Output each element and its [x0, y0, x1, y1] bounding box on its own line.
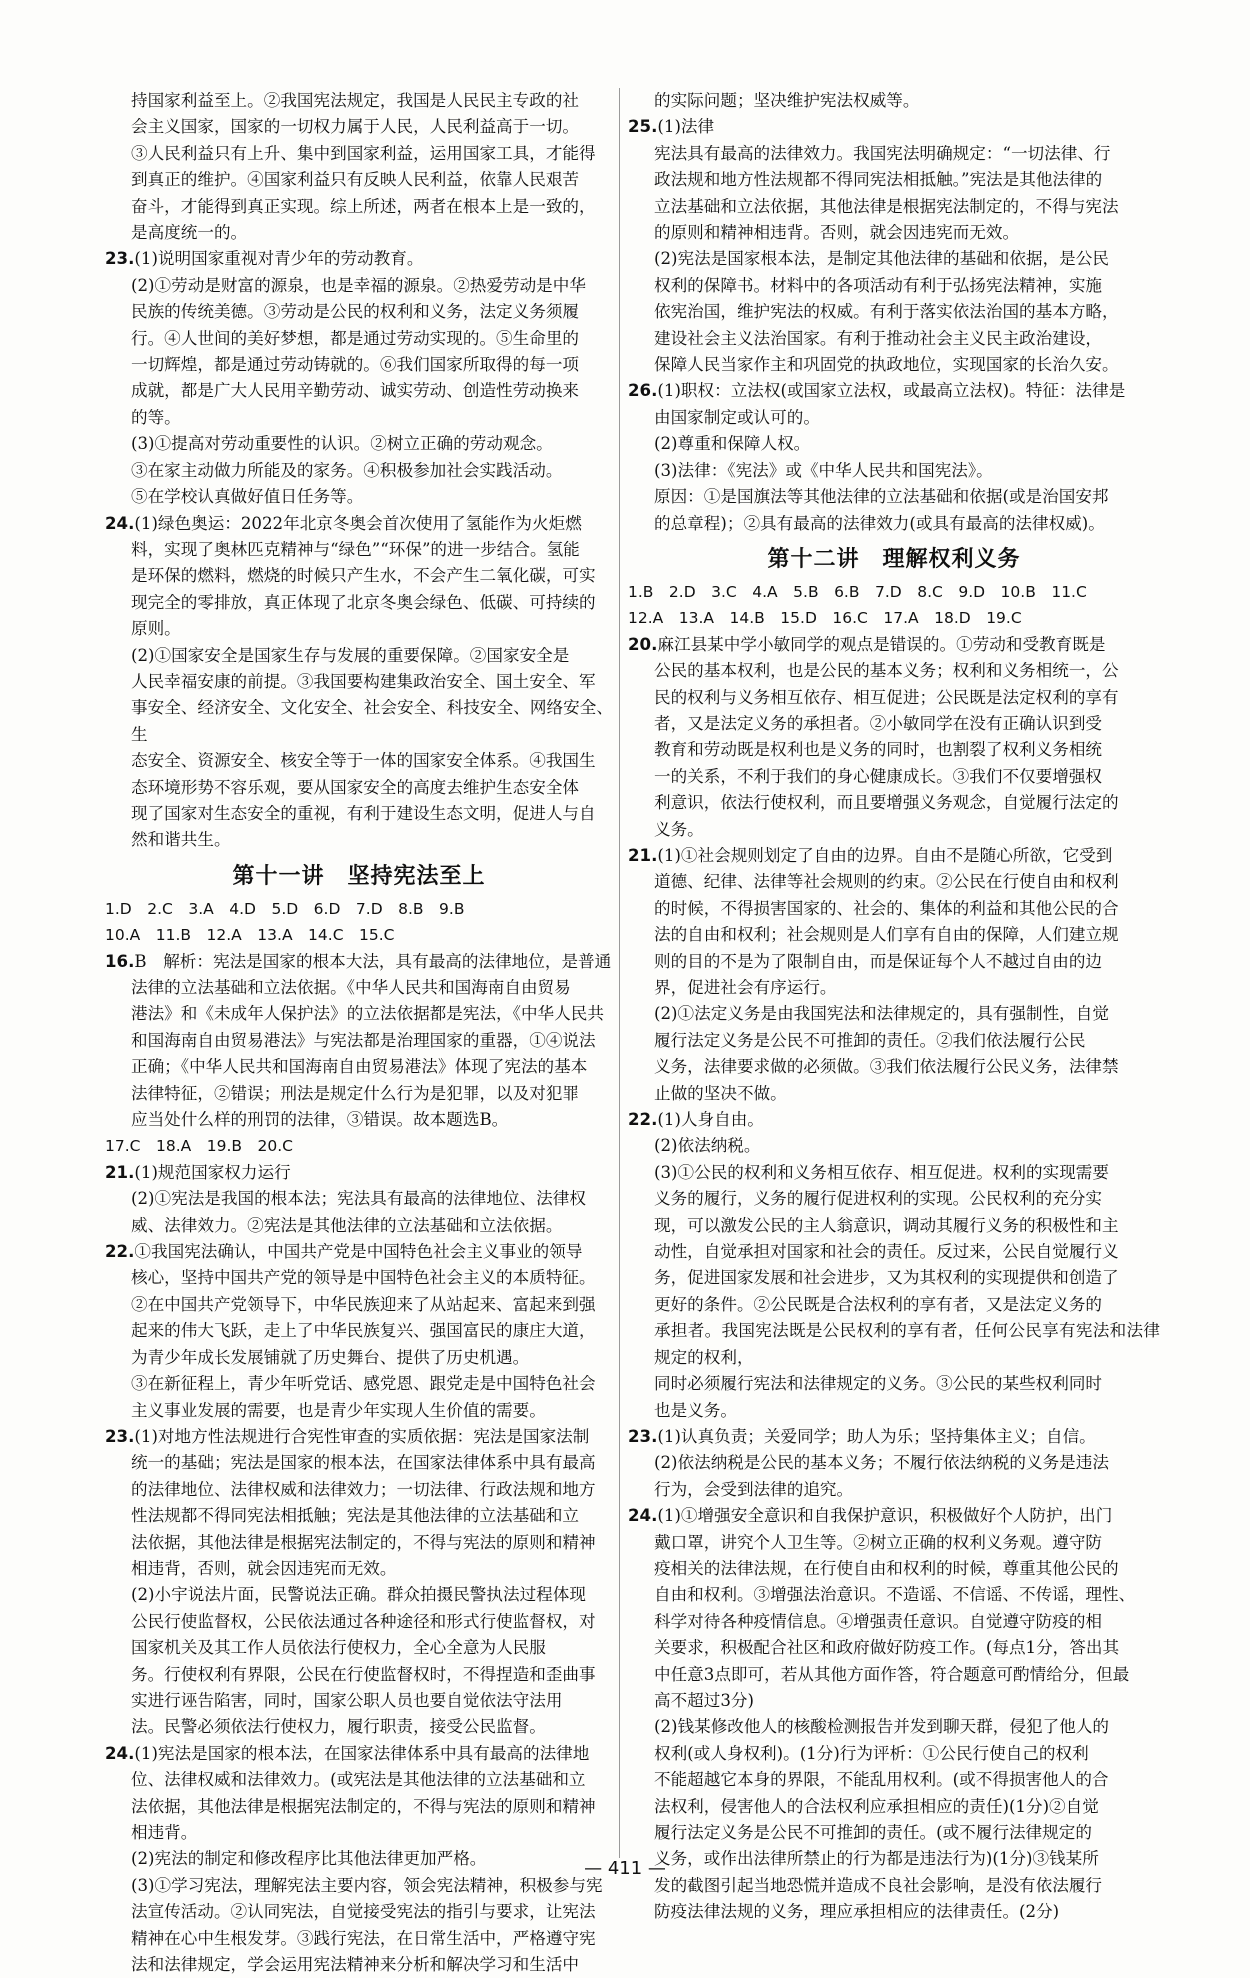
text-line: 是高度统一的。 — [131, 223, 248, 243]
text-line: 权利的保障书。材料中的各项活动有利于弘扬宪法精神，实施 — [654, 275, 1103, 295]
text-line: 立法基础和立法依据，其他法律是根据宪法制定的，不得与宪法 — [654, 196, 1119, 216]
question-line — [628, 1503, 1160, 1529]
text-line: 务，促进国家发展和社会进步，又为其权利的实现提供和创造了 — [654, 1268, 1119, 1288]
text-line: 则的目的不是为了限制自由，而是保证每个人不越过自由的边 — [654, 951, 1103, 971]
text-line: 教育和劳动既是权利也是义务的同时，也割裂了权利义务相统 — [654, 740, 1103, 760]
question-text: (1)绿色奥运：2022年北京冬奥会首次使用了氢能作为火炬燃 — [134, 513, 582, 533]
text-line: 态安全、资源安全、核安全等于一体的国家安全体系。④我国生 — [131, 751, 596, 771]
text-line: 宪法具有最高的法律效力。我国宪法明确规定：“一切法律、行 — [654, 143, 1111, 163]
text-line: (2)钱某修改他人的核酸检测报告并发到聊天群，侵犯了他人的 — [654, 1717, 1109, 1737]
question-number: 23. — [105, 249, 135, 269]
question-text: (1)人身自由。 — [657, 1110, 764, 1130]
text-line: 义务，法律要求做的必须做。③我们依法履行公民义务，法律禁 — [654, 1057, 1119, 1077]
question-text: (1)说明国家重视对青少年的劳动教育。 — [134, 249, 424, 269]
text-line: 为青少年成长发展铺就了历史舞台、提供了历史机遇。 — [131, 1347, 530, 1367]
question-number: 24. — [105, 1743, 135, 1763]
text-line: 事安全、经济安全、文化安全、社会安全、科技安全、网络安全、生 — [131, 698, 613, 744]
text-line: 止做的坚决不做。 — [654, 1083, 787, 1103]
text-line: 防疫法律法规的义务，理应承担相应的法律责任。(2分) — [654, 1902, 1060, 1922]
text-line: 法权利，侵害他人的合法权利应承担相应的责任)(1分)②自觉 — [654, 1796, 1099, 1816]
text-line: 法依据，其他法律是根据宪法制定的，不得与宪法的原则和精神 — [131, 1532, 596, 1552]
text-line: 的总章程)；②具有最高的法律效力(或具有最高的法律权威)。 — [654, 513, 1105, 533]
text-line: 戴口罩，讲究个人卫生等。②树立正确的权利义务观。遵守防 — [654, 1532, 1103, 1552]
text-line: 到真正的维护。④国家利益只有反映人民利益，依靠人民艰苦 — [131, 170, 580, 190]
section-heading: 第十二讲 理解权利义务 — [767, 546, 1021, 572]
text-line: 正确；《中华人民共和国海南自由贸易港法》体现了宪法的基本 — [131, 1057, 588, 1077]
text-line: (2)宪法的制定和修改程序比其他法律更加严格。 — [131, 1849, 487, 1869]
question-number: 24. — [628, 1506, 658, 1526]
answer-key-row: 1.D 2.C 3.A 4.D 5.D 6.D 7.D 8.B 9.B — [105, 899, 465, 918]
question-number: 25. — [628, 117, 658, 137]
text-line: ⑤在学校认真做好值日任务等。 — [131, 487, 364, 507]
text-line: 履行法定义务是公民不可推卸的责任。②我们依法履行公民 — [654, 1030, 1086, 1050]
text-line: 不能超越它本身的界限，不能乱用权利。(或不得损害他人的合 — [654, 1770, 1109, 1790]
text-line: 关要求，积极配合社区和政府做好防疫工作。(每点1分，答出其 — [654, 1638, 1120, 1658]
text-line: 的等。 — [131, 407, 181, 427]
question-line — [105, 511, 613, 537]
text-line: 动性，自觉承担对国家和社会的责任。反过来，公民自觉履行义 — [654, 1242, 1119, 1262]
text-line: 也是义务。 — [654, 1400, 737, 1420]
text-line: 义务。 — [654, 819, 704, 839]
question-text: (1)①增强安全意识和自我保护意识，积极做好个人防护，出门 — [657, 1506, 1113, 1526]
question-text: (1)法律 — [657, 117, 715, 137]
text-line: 态环境形势不容乐观，要从国家安全的高度去维护生态安全体 — [131, 777, 580, 797]
text-line: 的原则和精神相违背。否则，就会因违宪而无效。 — [654, 223, 1020, 243]
question-text: (1)规范国家权力运行 — [134, 1162, 291, 1182]
right-column — [628, 88, 1160, 1926]
text-line: 现完全的零排放，真正体现了北京冬奥会绿色、低碳、可持续的 — [131, 592, 596, 612]
text-line: 相违背，否则，就会因违宪而无效。 — [131, 1558, 397, 1578]
text-line: (2)①宪法是我国的根本法；宪法具有最高的法律地位、法律权 — [131, 1189, 586, 1209]
question-text: (1)对地方性法规进行合宪性审查的实质依据：宪法是国家法制 — [134, 1426, 590, 1446]
text-line: 自由和权利。③增强法治意识。不造谣、不信谣、不传谣，理性、 — [654, 1585, 1136, 1605]
text-line: (3)①提高对劳动重要性的认识。②树立正确的劳动观念。 — [131, 434, 553, 454]
text-line: 义务的履行，义务的履行促进权利的实现。公民权利的充分实 — [654, 1189, 1103, 1209]
page-number: — 411 — — [584, 1858, 666, 1879]
answer-key-row: 10.A 11.B 12.A 13.A 14.C 15.C — [105, 926, 395, 945]
question-number: 21. — [628, 845, 658, 865]
question-line — [628, 378, 1160, 404]
text-line: 法律的立法基础和立法依据。《中华人民共和国海南自由贸易 — [131, 978, 571, 997]
text-line: 法。民警必须依法行使权力，履行职责，接受公民监督。 — [131, 1717, 546, 1737]
text-line: 现，可以激发公民的主人翁意识，调动其履行义务的积极性和主 — [654, 1215, 1119, 1235]
answer-key-row: 17.C 18.A 19.B 20.C — [105, 1137, 293, 1156]
question-number: 22. — [105, 1242, 135, 1262]
question-line — [105, 1160, 613, 1186]
text-line: (3)①公民的权利和义务相互依存、相互促进。权利的实现需要 — [654, 1162, 1109, 1182]
text-line: 由国家制定或认可的。 — [654, 407, 820, 427]
text-line: 一切辉煌，都是通过劳动铸就的。⑥我们国家所取得的每一项 — [131, 355, 580, 375]
text-line: 持国家利益至上。②我国宪法规定，我国是人民民主专政的社 — [131, 91, 580, 110]
text-line: 一的关系，不利于我们的身心健康成长。③我们不仅要增强权 — [654, 766, 1103, 786]
left-column — [105, 88, 613, 1978]
text-line: 权利(或人身权利)。(1分)行为评析：①公民行使自己的权利 — [654, 1743, 1089, 1763]
text-line: 道德、纪律、法律等社会规则的约束。②公民在行使自由和权利 — [654, 872, 1119, 892]
text-line: 现了国家对生态安全的重视，有利于建设生态文明，促进人与自 — [131, 803, 596, 823]
question-number: 22. — [628, 1110, 658, 1130]
text-line: 人民幸福安康的前提。③我国要构建集政治安全、国土安全、军 — [131, 671, 596, 691]
text-line: 精神在心中生根发芽。③践行宪法，在日常生活中，严格遵守宪 — [131, 1928, 596, 1948]
text-line: 同时必须履行宪法和法律规定的义务。③公民的某些权利同时 — [654, 1374, 1103, 1394]
text-line: 国家机关及其工作人员依法行使权力，全心全意为人民服 — [131, 1638, 546, 1658]
text-line: 承担者。我国宪法既是公民权利的享有者，任何公民享有宪法和法律规定的权利， — [654, 1321, 1160, 1367]
text-line: (2)小宇说法片面，民警说法正确。群众拍摄民警执法过程体现 — [131, 1585, 586, 1605]
text-line: 港法》和《未成年人保护法》的立法依据都是宪法，《中华人民共 — [131, 1004, 604, 1024]
text-line: 相违背。 — [131, 1823, 198, 1842]
question-line — [105, 246, 613, 272]
text-line: 更好的条件。②公民既是合法权利的享有者，又是法定义务的 — [654, 1294, 1103, 1314]
text-line: (3)法律：《宪法》或《中华人民共和国宪法》。 — [654, 460, 993, 480]
section-heading: 第十一讲 坚持宪法至上 — [232, 863, 486, 889]
text-line: 法的自由和权利；社会规则是人们享有自由的保障，人们建立规 — [654, 925, 1119, 945]
question-number: 23. — [105, 1426, 135, 1446]
text-line: 高不超过3分) — [654, 1690, 754, 1710]
question-line — [628, 843, 1160, 869]
text-line: (2)依法纳税。 — [654, 1136, 761, 1156]
text-line: 中任意3点即可，若从其他方面作答，符合题意可酌情给分，但最 — [654, 1664, 1130, 1684]
text-line: 法依据，其他法律是根据宪法制定的，不得与宪法的原则和精神 — [131, 1796, 596, 1816]
text-line: 奋斗，才能得到真正实现。综上所述，两者在根本上是一致的， — [131, 196, 596, 216]
text-line: 威、法律效力。②宪法是其他法律的立法基础和立法依据。 — [131, 1215, 563, 1235]
question-line — [105, 1424, 613, 1450]
text-line: ③在家主动做力所能及的家务。④积极参加社会实践活动。 — [131, 460, 563, 480]
text-line: 行。④人世间的美好梦想，都是通过劳动实现的。⑤生命里的 — [131, 328, 580, 348]
answer-key-row: 1.B 2.D 3.C 4.A 5.B 6.B 7.D 8.C 9.D 10.B 11.C — [628, 582, 1087, 601]
text-line: 务。行使权利有界限，公民在行使监督权时，不得捏造和歪曲事 — [131, 1664, 596, 1684]
question-number: 23. — [628, 1426, 658, 1446]
text-line: (2)①法定义务是由我国宪法和法律规定的，具有强制性，自觉 — [654, 1004, 1109, 1024]
text-line: 统一的基础；宪法是国家的根本法，在国家法律体系中具有最高 — [131, 1453, 596, 1473]
question-number: 16. — [105, 951, 135, 971]
text-line: 位、法律权威和法律效力。(或宪法是其他法律的立法基础和立 — [131, 1770, 586, 1790]
text-line: 公民行使监督权，公民依法通过各种途径和形式行使监督权，对 — [131, 1611, 596, 1631]
question-number: 26. — [628, 381, 658, 401]
text-line: ③在新征程上，青少年听党话、感党恩、跟党走是中国特色社会 — [131, 1374, 596, 1394]
text-line: 成就，都是广大人民用辛勤劳动、诚实劳动、创造性劳动换来 — [131, 381, 580, 401]
column-divider — [619, 88, 620, 1858]
question-line — [105, 949, 613, 975]
question-text: (1)①社会规则划定了自由的边界。自由不是随心所欲，它受到 — [657, 845, 1113, 865]
text-line: ③人民利益只有上升、集中到国家利益，运用国家工具，才能得 — [131, 143, 596, 163]
text-line: 建设社会主义法治国家。有利于推动社会主义民主政治建设， — [654, 328, 1103, 348]
text-line: 履行法定义务是公民不可推卸的责任。(或不履行法律规定的 — [654, 1823, 1092, 1842]
question-line — [105, 1741, 613, 1767]
question-number: 20. — [628, 634, 658, 654]
text-line: (2)依法纳税是公民的基本义务；不履行依法纳税的义务是违法 — [654, 1453, 1109, 1473]
text-line: 科学对待各种疫情信息。④增强责任意识。自觉遵守防疫的相 — [654, 1611, 1103, 1631]
question-text: 麻江县某中学小敏同学的观点是错误的。①劳动和受教育既是 — [657, 634, 1106, 654]
question-line — [628, 1424, 1160, 1450]
question-number: 24. — [105, 513, 135, 533]
question-text: ①我国宪法确认，中国共产党是中国特色社会主义事业的领导 — [134, 1242, 583, 1262]
text-line: 性法规都不得同宪法相抵触；宪法是其他法律的立法基础和立 — [131, 1506, 580, 1526]
text-line: 发的截图引起当地恐慌并造成不良社会影响，是没有依法履行 — [654, 1875, 1103, 1895]
text-line: 政法规和地方性法规都不得同宪法相抵触。”宪法是其他法律的 — [654, 170, 1103, 190]
question-number: 21. — [105, 1162, 135, 1182]
text-line: 会主义国家，国家的一切权力属于人民，人民利益高于一切。 — [131, 117, 580, 137]
text-line: 疫相关的法律法规，在行使自由和权利的时候，尊重其他公民的 — [654, 1558, 1119, 1578]
text-line: (2)①国家安全是国家生存与发展的重要保障。②国家安全是 — [131, 645, 570, 665]
text-line: 利意识，依法行使权利，而且要增强义务观念，自觉履行法定的 — [654, 793, 1119, 813]
text-line: 料，实现了奥林匹克精神与“绿色”“环保”的进一步结合。氢能 — [131, 539, 580, 559]
answer-key-row: 12.A 13.A 14.B 15.D 16.C 17.A 18.D 19.C — [628, 609, 1022, 628]
text-line: 民族的传统美德。③劳动是公民的权利和义务，法定义务须履 — [131, 302, 580, 322]
text-line: 实进行诬告陷害，同时，国家公职人员也要自觉依法守法用 — [131, 1690, 563, 1710]
text-line: 保障人民当家作主和巩固党的执政地位，实现国家的长治久安。 — [654, 355, 1119, 375]
text-line: 义务，或作出法律所禁止的行为都是违法行为)(1分)③钱某所 — [654, 1849, 1099, 1869]
text-line: ②在中国共产党领导下，中华民族迎来了从站起来、富起来到强 — [131, 1294, 596, 1314]
text-line: 原因：①是国旗法等其他法律的立法基础和依据(或是治国安邦 — [654, 487, 1109, 507]
question-text: (1)宪法是国家的根本法，在国家法律体系中具有最高的法律地 — [134, 1743, 590, 1763]
text-line: (2)宪法是国家根本法，是制定其他法律的基础和依据，是公民 — [654, 249, 1109, 269]
text-line: 原则。 — [131, 619, 181, 639]
text-line: 是环保的燃料，燃烧的时候只产生水，不会产生二氧化碳，可实 — [131, 566, 596, 586]
question-text: B 解析：宪法是国家的根本大法，具有最高的法律地位，是普通 — [134, 951, 612, 971]
text-line: 法律特征，②错误；刑法是规定什么行为是犯罪，以及对犯罪 — [131, 1083, 580, 1103]
question-text: (1)职权：立法权(或国家立法权，或最高立法权)。特征：法律是 — [657, 381, 1126, 401]
text-line: (2)尊重和保障人权。 — [654, 434, 811, 454]
text-line: 法和法律规定，学会运用宪法精神来分析和解决学习和生活中 — [131, 1955, 580, 1975]
question-line — [628, 114, 1160, 140]
text-line: 依宪治国，维护宪法的权威。有利于落实依法治国的基本方略， — [654, 302, 1119, 322]
text-line: (3)①学习宪法，理解宪法主要内容，领会宪法精神，积极参与宪 — [131, 1875, 603, 1895]
text-line: 的实际问题；坚决维护宪法权威等。 — [654, 91, 920, 110]
text-line: 主义事业发展的需要，也是青少年实现人生价值的需要。 — [131, 1400, 546, 1420]
text-line: 和国海南自由贸易港法》与宪法都是治理国家的重器，①④说法 — [131, 1030, 596, 1050]
question-line — [628, 1107, 1160, 1133]
question-text: (1)认真负责；关爱同学；助人为乐；坚持集体主义；自信。 — [657, 1426, 1096, 1446]
text-line: (2)①劳动是财富的源泉，也是幸福的源泉。②热爱劳动是中华 — [131, 275, 586, 295]
text-line: 的时候，不得损害国家的、社会的、集体的利益和其他公民的合 — [654, 898, 1119, 918]
text-line: 的法律地位、法律权威和法律效力；一切法律、行政法规和地方 — [131, 1479, 596, 1499]
text-line: 行为，会受到法律的追究。 — [654, 1479, 854, 1499]
text-line: 起来的伟大飞跃，走上了中华民族复兴、强国富民的康庄大道， — [131, 1321, 596, 1341]
text-line: 民的权利与义务相互依存、相互促进；公民既是法定权利的享有 — [654, 687, 1119, 707]
text-line: 核心，坚持中国共产党的领导是中国特色社会主义的本质特征。 — [131, 1268, 596, 1288]
text-line: 应当处什么样的刑罚的法律，③错误。故本题选B。 — [131, 1110, 509, 1130]
text-line: 者，又是法定义务的承担者。②小敏同学在没有正确认识到受 — [654, 713, 1103, 733]
text-line: 公民的基本权利，也是公民的基本义务；权利和义务相统一，公 — [654, 661, 1119, 681]
text-line: 法宣传活动。②认同宪法，自觉接受宪法的指引与要求，让宪法 — [131, 1902, 596, 1922]
text-line: 然和谐共生。 — [131, 830, 231, 850]
question-line — [105, 1239, 613, 1265]
question-line — [628, 632, 1160, 658]
text-line: 界，促进社会有序运行。 — [654, 978, 837, 997]
